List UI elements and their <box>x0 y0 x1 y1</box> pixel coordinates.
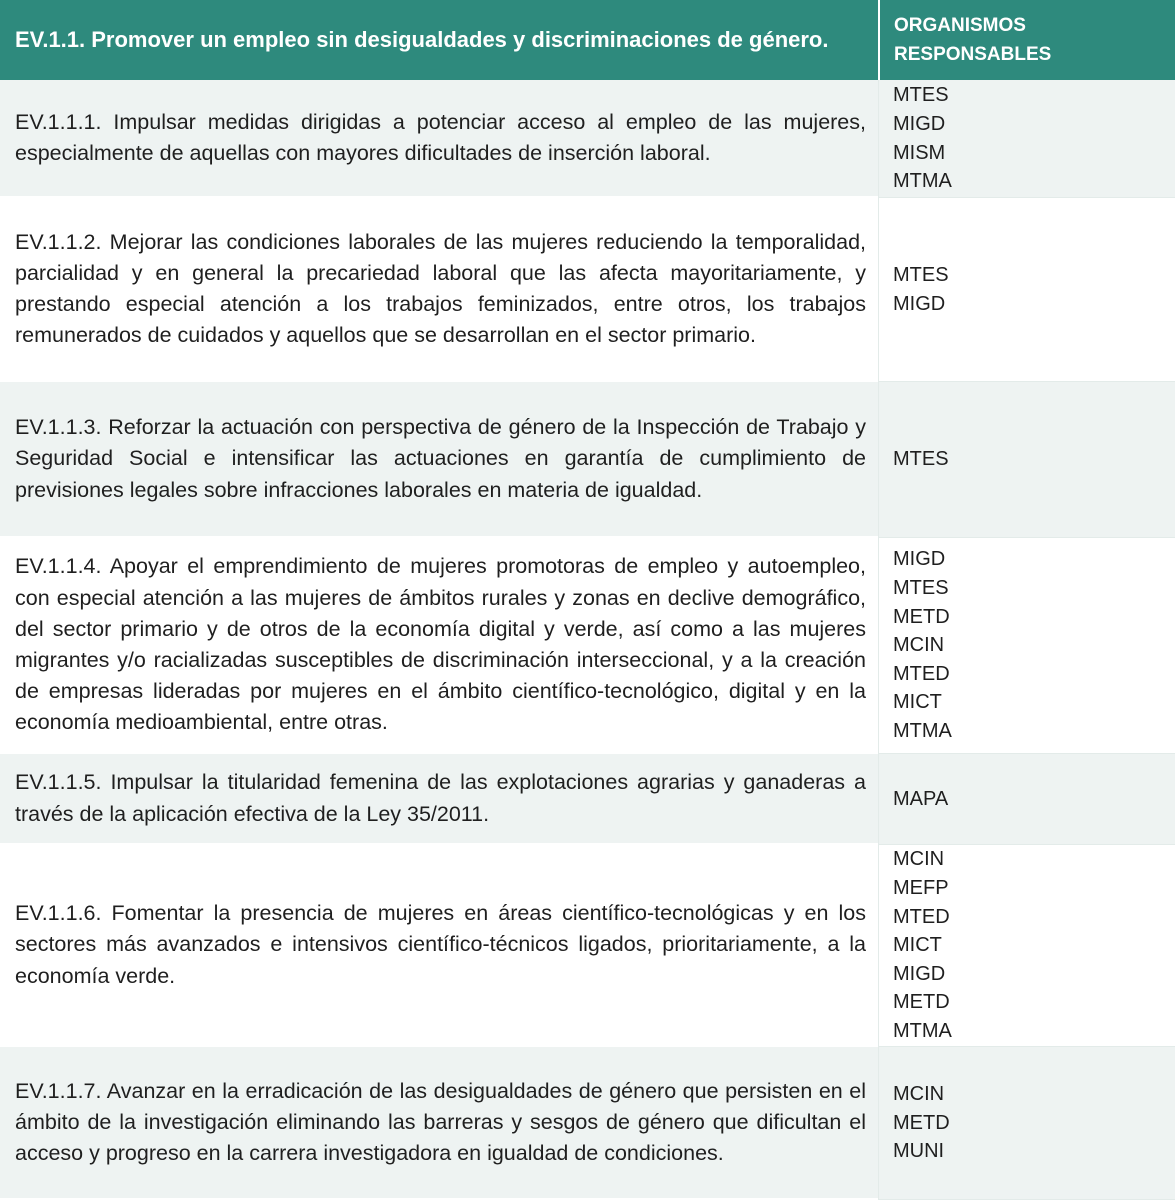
table-row-measure <box>0 754 878 845</box>
table-header-title <box>0 0 878 80</box>
measure-text: EV.1.1.6. Fomentar la presencia de mujeres en áreas científico-tecnológicas y en los sectores más avanzados e intensivos científico-técnicos ligados, prioritariamente, a la economía verde. <box>15 901 866 988</box>
table-row-orgs <box>878 198 1175 382</box>
table-row-measure <box>0 382 878 538</box>
org-code: MTES <box>893 84 949 107</box>
org-code: MTMA <box>893 719 952 742</box>
org-code: MISM <box>893 141 946 164</box>
measure-text: EV.1.1.1. Impulsar medidas dirigidas a potenciar acceso al empleo de las mujeres, especialmente de aquellas con mayores dificultades de inserción laboral. <box>15 109 866 165</box>
measure-text: EV.1.1.4. Apoyar el emprendimiento de mujeres promotoras de empleo y autoempleo, con especial atención a las mujeres de ámbitos rurales y zonas en declive demográfico, del sector primario y de otros de la economía digital y verde, así como a las mujeres migrantes y/o racializadas susceptibles de discriminación interseccional, y a la creación de empresas lideradas por mujeres en el ámbito científico-tecnológico, digital y en la economía medioambiental, entre otras. <box>15 554 866 735</box>
org-code: MCIN <box>893 634 945 657</box>
org-code: MTES <box>893 448 949 471</box>
org-code: MEFP <box>893 877 949 900</box>
table-row-measure <box>0 845 878 1047</box>
org-code: MTED <box>893 905 950 928</box>
table-header-organismos <box>878 0 1175 80</box>
org-code: MIGD <box>893 548 946 571</box>
table-row-measure <box>0 1047 878 1200</box>
table-row-orgs <box>878 754 1175 845</box>
table-row-orgs <box>878 382 1175 538</box>
org-code: MCIN <box>893 848 945 871</box>
table-row-measure <box>0 198 878 382</box>
header-title-text: EV.1.1. Promover un empleo sin desigualdades y discriminaciones de género. <box>15 27 829 52</box>
org-code: MTMA <box>893 1019 952 1042</box>
header-organismos-line2: RESPONSABLES <box>894 44 1052 65</box>
org-code: MTED <box>893 662 950 685</box>
org-code: MIGD <box>893 962 946 985</box>
measure-text: EV.1.1.3. Reforzar la actuación con perspectiva de género de la Inspección de Trabajo y Seguridad Social e intensificar las actuaciones en garantía de cumplimiento de previsiones legales sobre infracciones laborales en materia de igualdad. <box>15 415 866 502</box>
org-code: MUNI <box>893 1140 945 1163</box>
header-organismos-line1: ORGANISMOS <box>894 15 1026 36</box>
table-row-orgs <box>878 80 1175 198</box>
measure-text: EV.1.1.7. Avanzar en la erradicación de las desigualdades de género que persisten en el ámbito de la investigación eliminando las barreras y sesgos de género que dificultan el acceso y progreso en la carrera investigadora en igualdad de condiciones. <box>15 1078 866 1166</box>
table-row-measure <box>0 538 878 754</box>
org-code: MIGD <box>893 292 946 315</box>
org-code: MAPA <box>893 787 949 810</box>
org-code: MIGD <box>893 112 946 135</box>
org-code: METD <box>893 605 950 628</box>
org-code: METD <box>893 1111 950 1134</box>
table-row-measure <box>0 80 878 198</box>
measure-text: EV.1.1.2. Mejorar las condiciones laborales de las mujeres reduciendo la temporalidad, parcialidad y en general la precariedad laboral que las afecta mayoritariamente, y prestando especial atención a los trabajos feminizados, entre otros, los trabajos remunerados de cuidados y aquellos que se desarrollan en el sector primario. <box>15 229 866 348</box>
org-code: METD <box>893 991 950 1014</box>
org-code: MICT <box>893 934 942 957</box>
org-code: MTES <box>893 263 949 286</box>
measure-text: EV.1.1.5. Impulsar la titularidad femenina de las explotaciones agrarias y ganaderas a través de la aplicación efectiva de la Ley 35/2011. <box>15 770 866 826</box>
org-code: MTMA <box>893 170 952 193</box>
org-code: MCIN <box>893 1083 945 1106</box>
org-code: MICT <box>893 691 942 714</box>
org-code: MTES <box>893 577 949 600</box>
table-row-orgs <box>878 1047 1175 1200</box>
table-row-orgs <box>878 845 1175 1047</box>
table-row-orgs <box>878 538 1175 754</box>
